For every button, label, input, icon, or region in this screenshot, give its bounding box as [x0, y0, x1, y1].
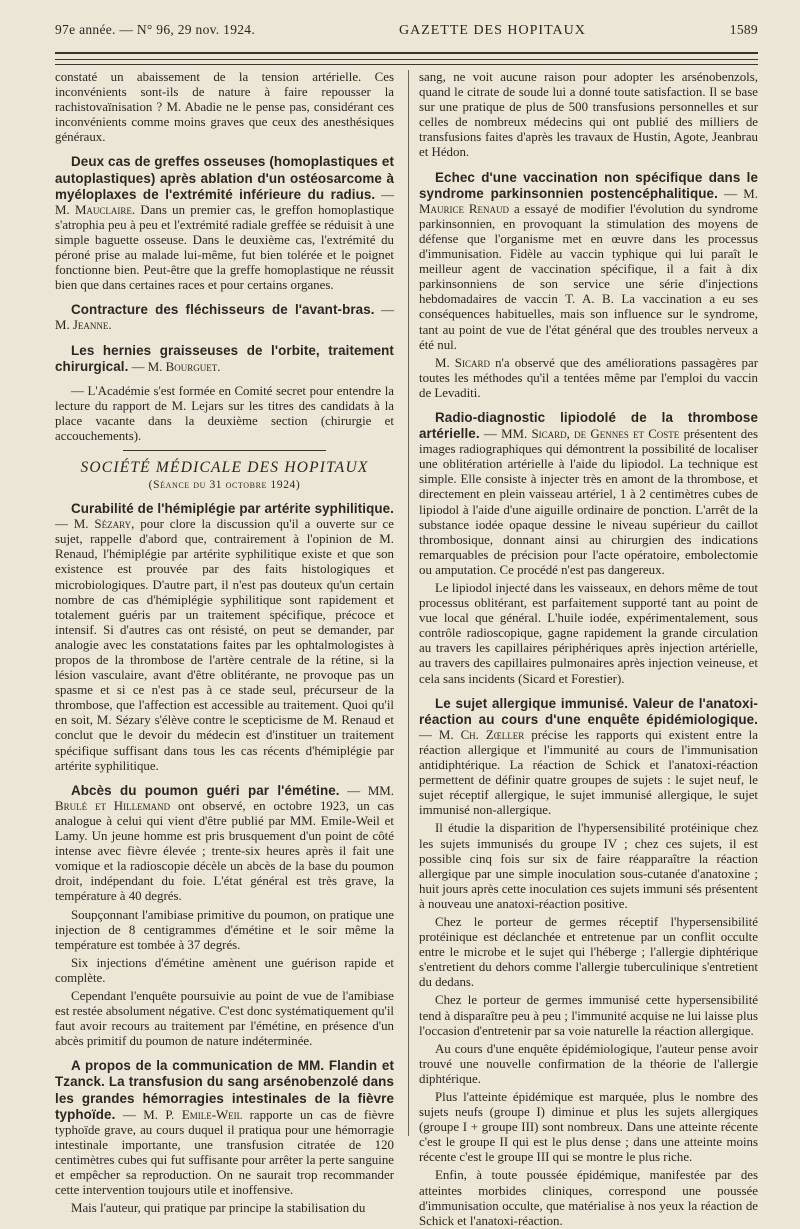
- article-hernies: [55, 343, 394, 375]
- article-title: Abcès du poumon guéri par l'émétine.: [71, 782, 340, 798]
- article-body: n'a observé que des améliorations passagères par toutes les méthodes qu'il a tentées même par l'emploi du vaccin de Levaditi.: [419, 355, 758, 400]
- article-title: Le sujet allergique immunisé. Valeur de l'anatoxi-réaction au cours d'une enquête épidémiologique.: [419, 695, 758, 727]
- paragraph: Il étudie la disparition de l'hypersensibilité protéinique chez les sujets immunisés du groupe IV ; chez ces sujets, il est possible cinq fois sur six de faire réapparaître la réaction allergique par une simple inoculation sous-cutanée d'anatoxine ; huit jours après cette inoculation ces sujets immuni sés présentent à nouveau une anatoxi-réaction positive.: [419, 821, 759, 911]
- article-author: — MM. Brulé et Hillemand: [55, 783, 394, 813]
- article-body: ont observé, en octobre 1923, un cas analogue à celui qui vient d'être publié par MM. Emile-Weil et Lamy. Un jeune homme est pris brusquement d'un point de côté intense avec fièvre élevée ; trente-six heures après il fait une vomique et la radioscopie décèle un abcès de la base du poumon droit, indépendant du foie. L'état général est très grave, la température à 40 degrés.: [55, 798, 394, 904]
- article-author: — M. Sézary,: [55, 517, 135, 532]
- article-author: M. Sicard: [435, 355, 490, 370]
- paragraph: Le lipiodol injecté dans les vaisseaux, en dehors même de tout processus oblitérant, est parfaitement supporté tant au point de vue local que général. L'huile iodée, expérimentalement, sous contrôle radioscopique, gagne rapidement la grande circulation au travers les capillaires périphériques après injection artérielle, au travers des capillaires pulmonaires après injection veineuse, et cela sans incidents (Sicard et Forestier).: [419, 581, 758, 686]
- article-title: Radio-diagnostic lipiodolé de la thrombose artérielle.: [419, 409, 758, 442]
- paragraph: Six injections d'émétine amènent une guérison rapide et complète.: [55, 955, 394, 985]
- paragraph: Chez le porteur de germes réceptif l'hypersensibilité protéinique est déclanchée et entretenue par un conflit occulte entre le microbe et le sujet qui l'héberge ; l'allergie diphtérique s'entretient du dehors comme l'allergie tuberculinique s'entretient du dedans.: [419, 914, 758, 990]
- article-curabilite: [55, 501, 394, 774]
- article-author: — MM. Sicard, de Gennes et Coste: [483, 427, 680, 442]
- paragraph: — L'Académie s'est formée en Comité secret pour entendre la lecture du rapport de M. Lejars sur les titres des candidats à la place vacante dans la deuxième section (chirurgie et accouchements).: [55, 383, 394, 443]
- article-flandin: [55, 1058, 394, 1198]
- article-author: — M. Jeanne.: [55, 303, 394, 333]
- article-title: Deux cas de greffes osseuses (homoplastiques et autoplastiques) après ablation d'un ostéosarcome à myéloplaxes de l'extrémité inférieure du radius.: [55, 154, 394, 202]
- article-title: Echec d'une vaccination non spécifique dans le syndrome parkinsonnien postencéphalitique.: [419, 169, 758, 201]
- article-radio: [419, 410, 758, 578]
- article-title: Les hernies graisseuses de l'orbite, traitement chirurgical.: [55, 342, 394, 374]
- section-divider: [123, 450, 326, 451]
- paragraph: [419, 356, 758, 401]
- article-body: précise les rapports qui existent entre la réaction allergique et l'immunité au cours de l'immunisation antidiphtérique. La réaction de Schick et l'anatoxi-réaction permettent de définir quatre groupes de sujets : le sujet neuf, le sujet réceptif allergique, le sujet immunisé allergique, le sujet immunisé non-allergique.: [419, 727, 758, 818]
- article-author: — M. Ch. Zœller: [419, 727, 525, 742]
- right-column: [408, 70, 759, 1228]
- paragraph: Au cours d'une enquête épidémiologique, l'auteur pense avoir trouvé une nouvelle confirmation de la théorie de l'allergie diphtérique.: [419, 1041, 758, 1086]
- left-column: [55, 70, 395, 1216]
- article-body: présentent des images radiographiques qui démontrent la possibilité de localiser une oblitération artérielle à l'aide du lipiodol. La technique est simple. Elle consiste à injecter très en amont de la thrombose, et directement en plein vaisseau artériel, 1 à 2 centimètres cubes de lipiodol à l'aide d'une aiguille ordinaire de ponction. L'arrêt de la substance iodée opaque dessine le niveau supérieur du caillot thrombosique, donnant ainsi au chirurgien des indications remarquables de précision pour l'acte opératoire, embolectomie ou amputation. Ce procédé n'est pas dangereux.: [419, 427, 758, 577]
- issue-info: 97e année. — N° 96, 29 nov. 1924.: [55, 22, 256, 37]
- paragraph: Chez le porteur de germes immunisé cette hypersensibilité tend à disparaître peu à peu ; l'immunité acquise ne lui laisse plus l'occasion d'entretenir par sa voie naturelle la réaction allergique.: [419, 993, 758, 1038]
- header-rule: [55, 64, 758, 65]
- article-body: a essayé de modifier l'évolution du syndrome parkinsonnien, en provoquant la stimulation des moyens de défense que l'organisme met en œuvre dans les processus d'immunisation. Fidèle au vaccin typhique qui lui paraît le meilleur agent de vaccination spécifique, il a fait à dix parkinsonniens de son service une série d'injections hebdomadaires de vaccin T. A. B. La vaccination a eu ses conséquences habituelles, mais son influence sur le syndrome, tant au point de vue de l'état général que des troubles nerveux a été nul.: [419, 201, 759, 352]
- article-abces: [55, 783, 394, 905]
- paragraph: constaté un abaissement de la tension artérielle. Ces inconvénients sont-ils de nature à faire repousser la rachistovaïnisation ? M. Abadie ne le pense pas, considérant ces inconvénients comme moins graves que ceux des anesthésiques généraux.: [55, 70, 394, 145]
- paragraph: Soupçonnant l'amibiase primitive du poumon, on pratique une injection de 8 centigrammes d'émétine et le soir même la température est tombée à 37 degrés.: [55, 907, 394, 952]
- article-allergique: [419, 696, 758, 819]
- article-body: Dans un premier cas, le greffon homoplastique s'atrophia peu à peu et l'extrémité radiale greffée se réduisit à une simple baguette osseuse. Dans le deuxième cas, l'extrémité du péroné prise au malade lui-même, fut bien tolérée et le poignet fonctionne bien. Peut-être que la greffe homoplastique ne réussit bien que dans certaines races et pour certains organes.: [55, 202, 394, 293]
- journal-title: GAZETTE DES HOPITAUX: [398, 23, 586, 38]
- article-author: — M. Bourguet.: [131, 359, 221, 374]
- article-contracture: [55, 302, 394, 333]
- article-title: Curabilité de l'hémiplégie par artérite syphilitique.: [71, 501, 394, 517]
- page-number: 1589: [729, 22, 758, 37]
- article-author: — M. Mauclaire.: [55, 187, 394, 217]
- paragraph: sang, ne voit aucune raison pour adopter les arsénobenzols, quand le citrate de soude lui a donné toute satisfaction. Il se base sur une pratique de plus de 500 transfusions personnelles et sur celles de nombreux médecins qui ont publié des milliers de transfusions faites d'après les travaux de Hustin, Agote, Jeanbrau et Hédon.: [419, 70, 758, 160]
- header-double-rule: [55, 52, 758, 60]
- article-echec: [419, 170, 758, 353]
- paragraph: Cependant l'enquête poursuivie au point de vue de l'amibiase est restée absolument négative. C'est donc systématiquement qu'il faut avoir recours au traitement par l'émétine, en présence d'un abcès primitif du poumon de nature indéterminée.: [55, 988, 395, 1049]
- article-greffes: [55, 154, 394, 293]
- paragraph: Plus l'atteinte épidémique est marquée, plus le nombre des sujets neufs (groupe I) diminue et plus les sujets allergiques (groupe I + groupe III) sont nombreux. Dans une atteinte récente c'est le groupe II qui est le plus dense ; dans une atteinte moins récente c'est le groupe III qui se montre le plus riche.: [419, 1090, 758, 1165]
- article-columns: [55, 70, 759, 1228]
- paragraph: Mais l'auteur, qui pratique par principe la stabilisation du: [71, 1201, 366, 1216]
- article-title: Contracture des fléchisseurs de l'avant-bras.: [71, 302, 375, 318]
- article-author: — M. P. Emile-Weil: [122, 1107, 243, 1122]
- section-subtitle: (Séance du 31 octobre 1924): [148, 479, 301, 492]
- article-author: — M. Maurice Renaud: [419, 186, 758, 216]
- paragraph: Enfin, à toute poussée épidémique, manifestée par des atteintes morbides cliniques, correspond une poussée d'immunisation occulte, que matérialise à nos yeux la réaction de Schick et l'anatoxi-réaction.: [419, 1168, 758, 1228]
- article-body: pour clore la discussion qu'il a ouverte sur ce sujet, rappelle d'abord que, contrairement à l'opinion de M. Renaud, l'hémiplégie par artérite syphilitique existe et que son existence est prouvée par des faits histologiques et microbiologiques. D'autre part, il n'est pas douteux qu'un certain nombre de cas d'hémiplégie syphilitique sont rapidement et totalement guéris par un traitement spécifique, précoce et intensif. Si d'autres cas ont résisté, on peut se demander, par analogie avec les constatations faites par les ophtalmologistes à propos de la thrombose de l'artère centrale de la rétine, si la lésion vasculaire, avant d'être oblitérante, ne provoque pas un spasme et si ce n'est pas à ce stade seul, précurseur de la thrombose, que l'affection est accessible au traitement. Quoi qu'il en soit, M. Sézary s'élève contre le scepticisme de M. Renaud et conclut que le devoir du médecin est d'instituer un traitement spécifique suffisant dans tous les cas récents d'hémiplégie par artérite syphilitique.: [55, 517, 394, 773]
- article-body: rapporte un cas de fièvre typhoïde grave, au cours duquel il pratiqua pour une hémorragie intestinale importante, une transfusion citratée de 120 centimètres cubes qui fut suffisante pour arrêter la perte sanguine et empêcher sa reproduction. On ne saurait trop recommander cette intervention toujours utile et inoffensive.: [55, 1107, 394, 1198]
- article-title: A propos de la communication de MM. Flandin et Tzanck. La transfusion du sang arsénobenzolé dans les grandes hémorragies intestinales de la fièvre typhoïde.: [55, 1058, 394, 1122]
- section-title: SOCIÉTÉ MÉDICALE DES HOPITAUX: [80, 459, 369, 477]
- page-header: [55, 22, 758, 46]
